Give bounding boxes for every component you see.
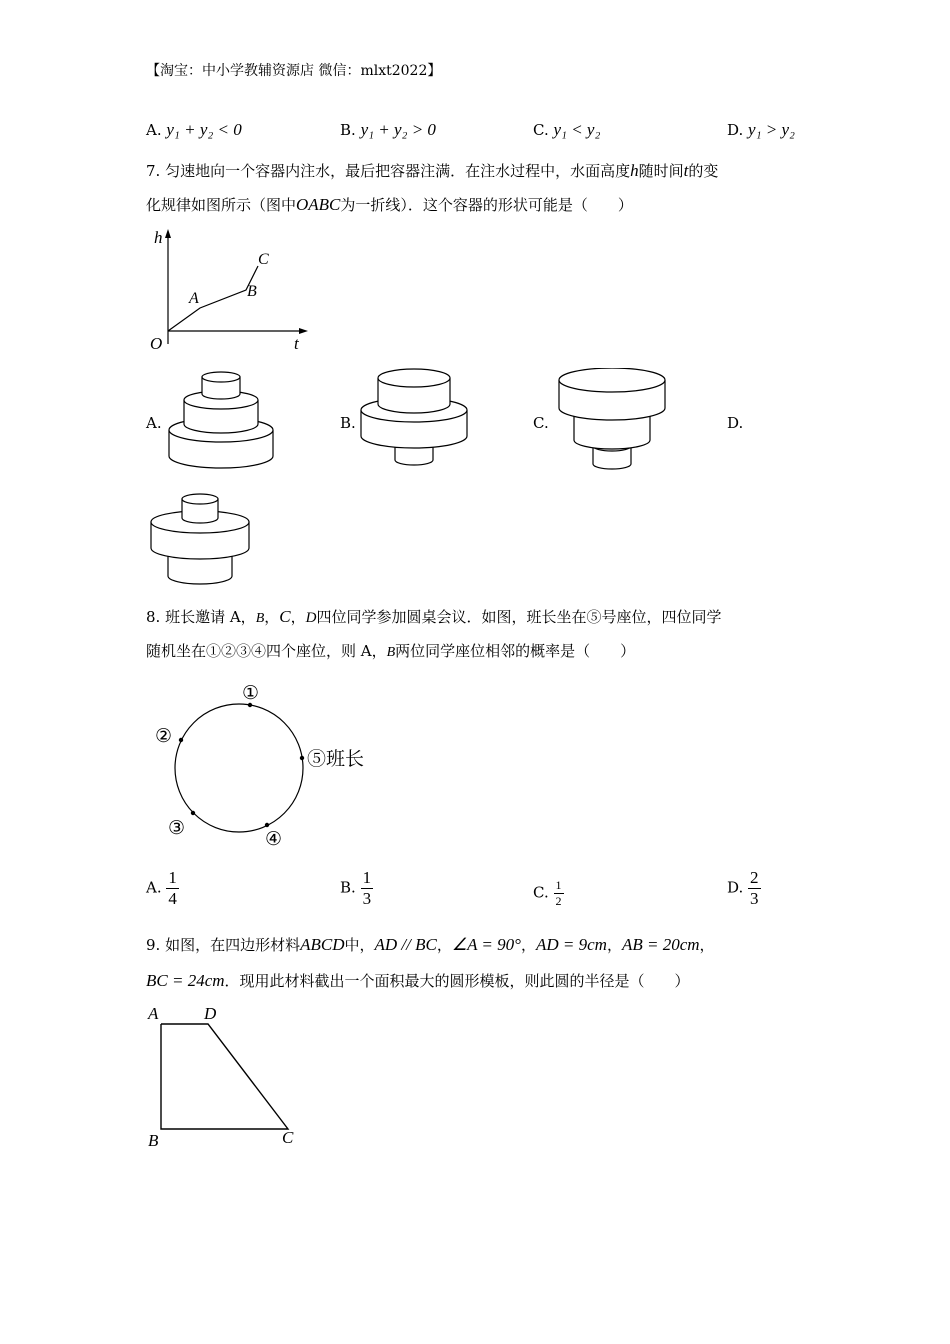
fraction	[748, 868, 761, 909]
var-b: B	[386, 645, 396, 660]
option-letter: B.	[340, 878, 356, 897]
denominator: 2	[555, 894, 562, 908]
q8-text: 随机坐在①②③④四个座位，则 A，	[146, 642, 387, 660]
denominator: 4	[168, 889, 177, 908]
cond-ab: AB = 20cm	[621, 935, 700, 954]
fraction	[554, 878, 564, 909]
q8-text: ，	[290, 608, 306, 626]
q7-text: 化规律如图所示（图中	[146, 196, 297, 214]
seat-3-label: ③	[168, 818, 186, 839]
q7-text: 为一折线）．这个容器的形状可能是（ ）	[340, 196, 633, 214]
page-header: 【淘宝：中小学教辅资源店 微信：mlxt2022】	[146, 63, 442, 79]
q7-text: 的变	[688, 162, 719, 180]
cond-angle: ∠A = 90°	[451, 935, 521, 954]
q8-text: 两位同学座位相邻的概率是（ ）	[395, 642, 636, 660]
q6-option-d[interactable]	[727, 120, 795, 140]
fraction	[166, 868, 179, 909]
option-expression: y₁ + y₂ < 0	[166, 120, 242, 139]
option-letter: B.	[340, 121, 356, 139]
numerator: 1	[362, 868, 372, 887]
vertex-label-d: D	[204, 1004, 217, 1023]
cond-ad: AD = 9cm	[535, 935, 607, 954]
axis-label-t: t	[294, 334, 299, 352]
q7-container-a[interactable]	[164, 368, 280, 474]
q9-text: 中，	[344, 936, 375, 954]
q7-option-b-label[interactable]: B.	[340, 414, 356, 432]
var-t: t	[683, 161, 689, 180]
option-letter: D.	[727, 121, 744, 139]
vertex-label-b: B	[148, 1131, 159, 1150]
q8-stem-line1	[146, 606, 721, 627]
q7-container-c[interactable]	[555, 368, 669, 472]
q9-stem-line2	[146, 970, 690, 991]
cond-parallel: AD // BC	[374, 935, 437, 954]
q9-text: ，	[436, 936, 452, 954]
seat-1-label: ①	[242, 683, 260, 704]
q8-option-d[interactable]	[727, 868, 761, 909]
q7-container-b[interactable]	[357, 368, 469, 470]
q9-text: ，	[606, 936, 622, 954]
seat-4-label: ④	[265, 829, 283, 850]
denominator: 3	[750, 889, 759, 908]
axis-label-h: h	[154, 228, 163, 247]
seat-2-label: ②	[155, 726, 173, 747]
option-expression: y₁ > y₂	[748, 120, 795, 139]
q7-stem-line1	[146, 160, 718, 181]
var-d: D	[305, 610, 317, 626]
q7-option-d-label[interactable]: D.	[727, 414, 744, 432]
q8-text: ，	[264, 608, 280, 626]
q8-option-c[interactable]	[533, 878, 564, 909]
var-c: C	[279, 607, 291, 626]
q6-option-b[interactable]	[340, 120, 436, 140]
var-b: B	[255, 611, 265, 626]
option-letter: A.	[146, 878, 162, 897]
vertex-label-a: A	[148, 1004, 159, 1023]
fraction	[361, 868, 374, 909]
q8-text: 8. 班长邀请 A，	[146, 608, 256, 626]
q9-trapezoid-figure	[144, 1002, 304, 1152]
q9-text: 9. 如图，在四边形材料	[146, 936, 301, 954]
var-h: h	[630, 161, 639, 180]
q7-text: 随时间	[638, 162, 684, 180]
q7-graph	[148, 226, 313, 352]
option-letter: C.	[533, 883, 549, 902]
option-expression: y₁ < y₂	[553, 120, 601, 139]
option-letter: C.	[533, 121, 549, 139]
denominator: 3	[362, 889, 372, 908]
q8-round-table	[150, 678, 380, 852]
cond-bc: BC = 24cm	[146, 971, 225, 990]
q7-stem-line2	[146, 194, 633, 215]
vertex-label-c: C	[282, 1128, 294, 1147]
option-letter: A.	[146, 121, 162, 139]
numerator: 2	[750, 868, 759, 887]
q9-text: ，	[699, 936, 715, 954]
q7-option-a-label[interactable]: A.	[146, 414, 162, 432]
q6-option-c[interactable]	[533, 120, 600, 140]
point-label-b: B	[247, 283, 257, 300]
option-expression: y₁ + y₂ > 0	[360, 120, 436, 139]
q8-text: 四位同学参加圆桌会议．如图，班长坐在⑤号座位，四位同学	[316, 608, 722, 626]
var-abcd: ABCD	[300, 935, 345, 954]
q9-stem-line1	[146, 934, 715, 955]
q8-option-b[interactable]	[340, 868, 373, 909]
q8-option-a[interactable]	[146, 868, 179, 909]
numerator: 1	[168, 868, 177, 887]
var-oabc: OABC	[296, 195, 341, 214]
point-label-a: A	[189, 290, 199, 307]
q7-text: 7. 匀速地向一个容器内注水，最后把容器注满．在注水过程中，水面高度	[146, 162, 631, 180]
q9-text: ，	[520, 936, 536, 954]
q9-text: ．现用此材料截出一个面积最大的圆形模板，则此圆的半径是（ ）	[224, 972, 690, 990]
seat-5-label: ⑤班长	[307, 749, 365, 770]
q7-container-d[interactable]	[148, 488, 252, 588]
numerator: 1	[555, 878, 562, 892]
q8-stem-line2	[146, 640, 635, 661]
point-label-o: O	[150, 334, 163, 352]
option-letter: D.	[727, 878, 744, 897]
q6-option-a[interactable]	[146, 120, 242, 140]
point-label-c: C	[258, 251, 269, 268]
q7-option-c-label[interactable]: C.	[533, 414, 549, 432]
